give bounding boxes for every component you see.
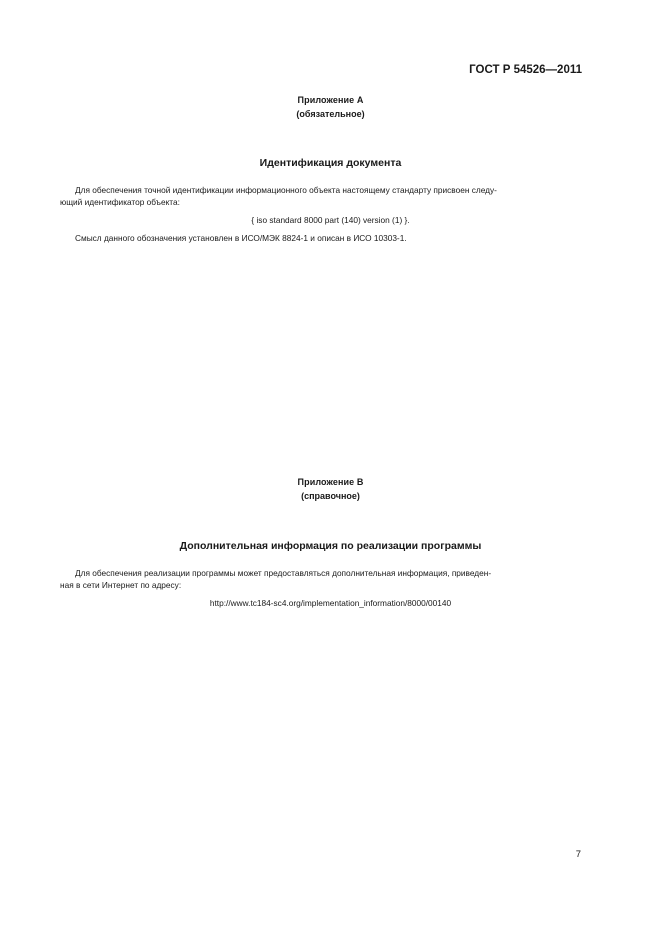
appendix-a-para1-line1: Для обеспечения точной идентификации информационного объекта настоящему стандарту присвоен следу- <box>75 185 497 195</box>
appendix-a-title: Приложение A <box>297 95 364 105</box>
appendix-a-heading: Идентификация документа <box>259 157 402 169</box>
document-number: ГОСТ Р 54526—2011 <box>469 64 582 76</box>
appendix-a-para1-line2: ющий идентификатор объекта: <box>60 197 180 207</box>
implementation-url: http://www.tc184-sc4.org/implementation_information/8000/00140 <box>209 598 452 608</box>
appendix-b-heading: Дополнительная информация по реализации программы <box>179 540 482 552</box>
appendix-a-para2: Смысл данного обозначения установлен в ИСО/МЭК 8824-1 и описан в ИСО 10303-1. <box>75 233 407 243</box>
appendix-b-status: (справочное) <box>301 491 360 501</box>
appendix-b-para1-line2: ная в сети Интернет по адресу: <box>60 580 182 590</box>
appendix-a-status: (обязательное) <box>296 109 365 119</box>
appendix-b-title: Приложение B <box>297 477 364 487</box>
appendix-b-para1-line1: Для обеспечения реализации программы может предоставляться дополнительная информация, приведен- <box>75 568 492 578</box>
page-number: 7 <box>575 849 581 860</box>
object-identifier: { iso standard 8000 part (140) version (1) }. <box>251 215 410 225</box>
